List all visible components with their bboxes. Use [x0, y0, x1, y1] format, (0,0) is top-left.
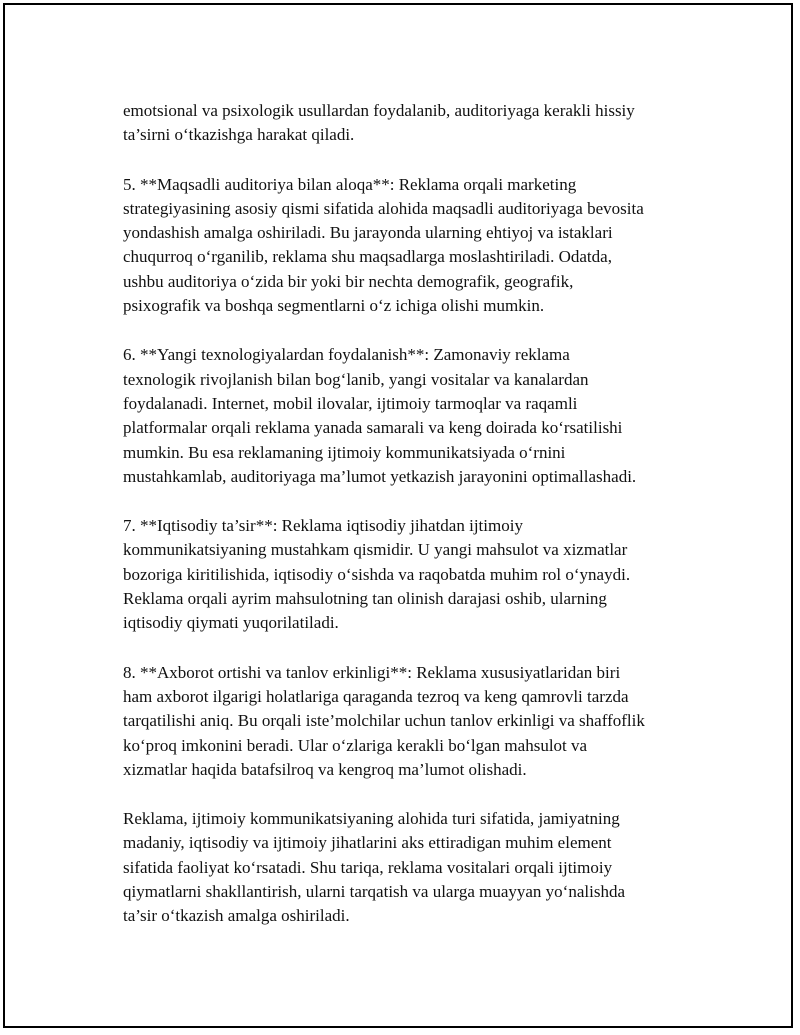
text-line: qiymatlarni shakllantirish, ularni tarqatish va ularga muayyan yo‘nalishda [123, 882, 625, 902]
text-line: tarqatilishi aniq. Bu orqali iste’molchilar uchun tanlov erkinligi va shaffoflik [123, 711, 645, 731]
paragraph-point-5 [123, 173, 703, 319]
text-line: foydalanadi. Internet, mobil ilovalar, ijtimoiy tarmoqlar va raqamli [123, 393, 578, 413]
paragraph-continuation [123, 99, 703, 148]
text-line: psixografik va boshqa segmentlarni o‘z ichiga olishi mumkin. [123, 296, 545, 316]
text-line: ko‘proq imkonini beradi. Ular o‘zlariga kerakli bo‘lgan mahsulot va [123, 735, 588, 755]
text-line: madaniy, iqtisodiy va ijtimoiy jihatlarini aks ettiradigan muhim element [123, 833, 612, 853]
page-body [123, 99, 703, 954]
paragraph-conclusion [123, 807, 703, 928]
text-line: kommunikatsiyaning mustahkam qismidir. U yangi mahsulot va xizmatlar [123, 540, 628, 560]
paragraph-point-8 [123, 661, 703, 782]
text-line: 8. **Axborot ortishi va tanlov erkinligi**: Reklama xususiyatlaridan biri [123, 662, 621, 682]
text-line: ta’sir o‘tkazish amalga oshiriladi. [123, 906, 350, 926]
text-line: xizmatlar haqida batafsilroq va kengroq ma’lumot olishadi. [123, 759, 527, 779]
page-frame [3, 3, 793, 1028]
paragraph-point-7 [123, 514, 703, 635]
text-line: ta’sirni o‘tkazishga harakat qiladi. [123, 125, 355, 145]
paragraph-point-6 [123, 343, 703, 489]
text-line: iqtisodiy qiymati yuqorilatiladi. [123, 613, 339, 633]
text-line: platformalar orqali reklama yanada samarali va keng doirada ko‘rsatilishi [123, 418, 623, 438]
text-line: yondashish amalga oshiriladi. Bu jarayonda ularning ehtiyoj va istaklari [123, 223, 613, 243]
text-line: 5. **Maqsadli auditoriya bilan aloqa**: Reklama orqali marketing [123, 174, 577, 194]
text-line: mustahkamlab, auditoriyaga ma’lumot yetkazish jarayonini optimallashadi. [123, 466, 637, 486]
text-line: emotsional va psixologik usullardan foydalanib, auditoriyaga kerakli hissiy [123, 101, 635, 120]
text-line: 7. **Iqtisodiy ta’sir**: Reklama iqtisodiy jihatdan ijtimoiy [123, 516, 523, 536]
text-line: Reklama, ijtimoiy kommunikatsiyaning alohida turi sifatida, jamiyatning [123, 809, 620, 829]
text-line: bozoriga kiritilishida, iqtisodiy o‘sishda va raqobatda muhim rol o‘ynaydi. [123, 564, 631, 584]
text-line: 6. **Yangi texnologiyalardan foydalanish**: Zamonaviy reklama [123, 345, 570, 365]
text-line: sifatida faoliyat ko‘rsatadi. Shu tariqa, reklama vositalari orqali ijtimoiy [123, 857, 613, 877]
text-line: ushbu auditoriya o‘zida bir yoki bir nechta demografik, geografik, [123, 271, 574, 291]
text-line: strategiyasining asosiy qismi sifatida alohida maqsadli auditoriyaga bevosita [123, 198, 644, 218]
text-line: Reklama orqali ayrim mahsulotning tan olinish darajasi oshib, ularning [123, 589, 607, 609]
text-line: ham axborot ilgarigi holatlariga qaraganda tezroq va keng qamrovli tarzda [123, 686, 629, 706]
text-line: mumkin. Bu esa reklamaning ijtimoiy kommunikatsiyada o‘rnini [123, 442, 566, 462]
text-line: texnologik rivojlanish bilan bog‘lanib, yangi vositalar va kanalardan [123, 369, 589, 389]
text-line: chuqurroq o‘rganilib, reklama shu maqsadlarga moslashtiriladi. Odatda, [123, 247, 612, 267]
